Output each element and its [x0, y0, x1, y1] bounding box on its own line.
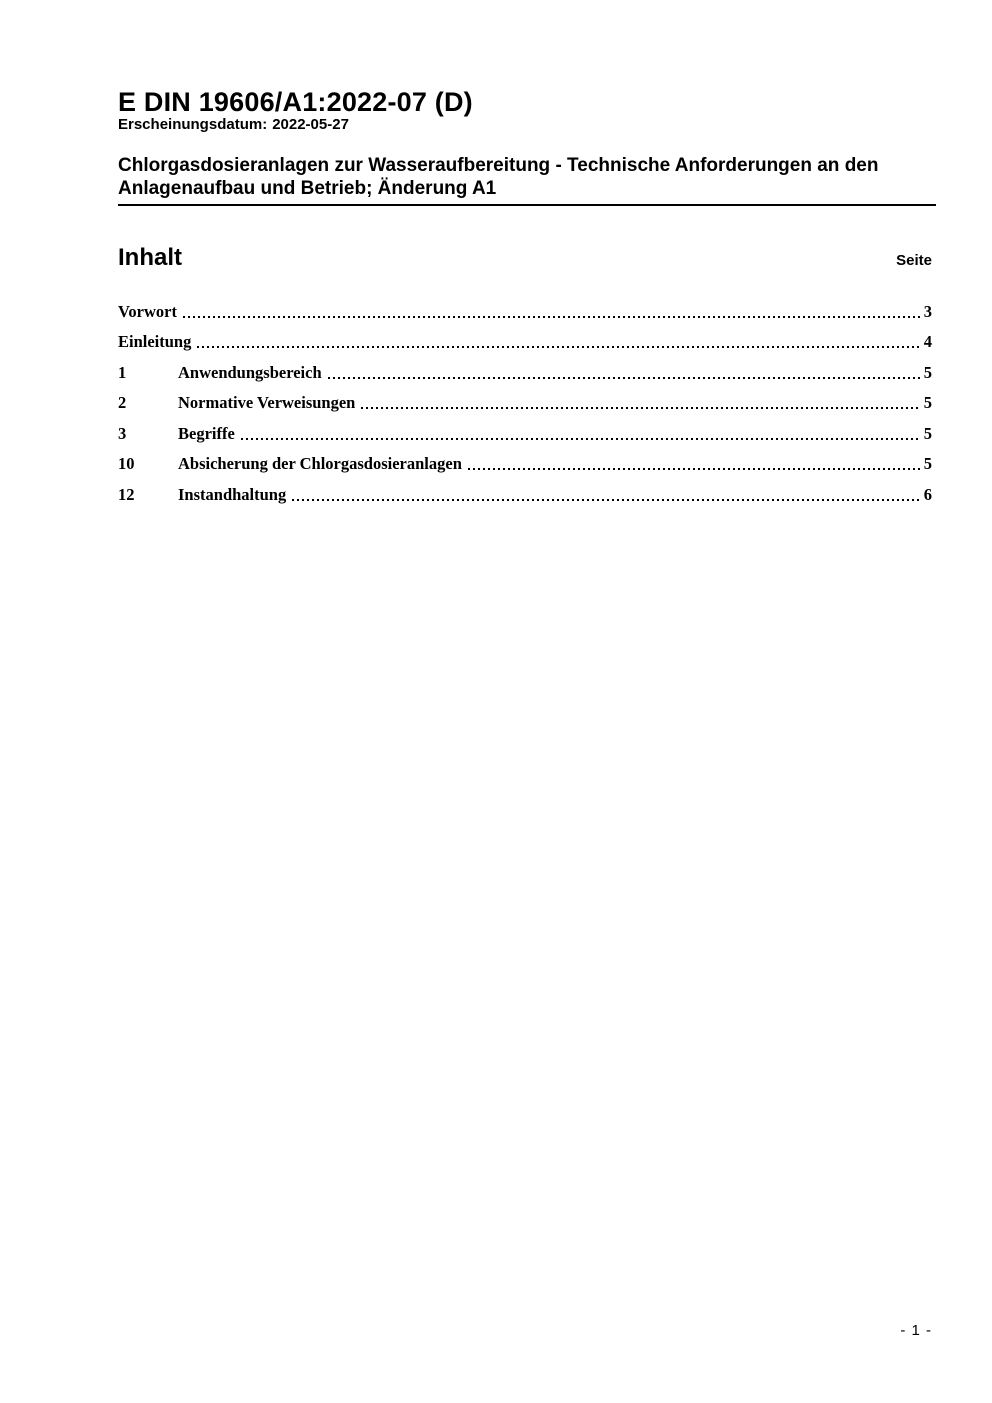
- dot-leader: [197, 346, 920, 348]
- toc-entry-label: Normative Verweisungen: [178, 393, 356, 413]
- dot-leader: [183, 316, 920, 318]
- publication-date-label: Erscheinungsdatum:: [118, 116, 268, 133]
- toc-entry-instandhaltung: [118, 474, 932, 505]
- toc-entry-page: 5: [923, 393, 932, 413]
- toc-entry-page: 5: [923, 362, 932, 382]
- toc-entry-number: 12: [118, 484, 135, 504]
- toc-entry-page: 6: [923, 484, 932, 504]
- toc-entry-anwendungsbereich: [118, 352, 932, 383]
- toc-entry-absicherung: [118, 444, 932, 475]
- dot-leader: [328, 377, 920, 379]
- toc-entry-begriffe: [118, 413, 932, 444]
- toc-entry-page: 5: [923, 454, 932, 474]
- toc-entry-label: Vorwort: [118, 301, 177, 321]
- toc-entry-label: Instandhaltung: [178, 484, 287, 504]
- page-column-label: Seite: [896, 252, 932, 269]
- toc-entry-page: 4: [923, 332, 932, 352]
- toc-entry-page: 5: [923, 423, 932, 443]
- publication-date-value: 2022-05-27: [272, 116, 349, 133]
- toc-entry-vorwort: [118, 291, 932, 322]
- toc-entry-number: 10: [118, 454, 135, 474]
- dot-leader: [241, 438, 920, 440]
- toc-entry-label: Begriffe: [178, 423, 235, 443]
- toc-entry-number: 1: [118, 362, 127, 382]
- toc-heading: Inhalt: [118, 244, 182, 271]
- dot-leader: [468, 468, 920, 470]
- toc-entry-number: 2: [118, 393, 127, 413]
- footer-page-number: - 1 -: [900, 1322, 932, 1339]
- toc-entry-label: Absicherung der Chlorgasdosieranlagen: [178, 454, 462, 474]
- toc-header: [118, 246, 932, 270]
- toc-entry-label: Einleitung: [118, 332, 192, 352]
- toc-entry-label: Anwendungsbereich: [178, 362, 322, 382]
- toc-entry-normative-verweisungen: [118, 383, 932, 414]
- dot-leader: [361, 407, 920, 409]
- dot-leader: [292, 499, 920, 501]
- standard-id-title: E DIN 19606/A1:2022-07 (D): [118, 87, 473, 117]
- toc-entry-number: 3: [118, 423, 127, 443]
- document-title: Chlorgasdosieranlagen zur Wasseraufbereitung - Technische Anforderungen an den Anlagenaufbau und Betrieb; Änderung A1: [118, 154, 936, 206]
- table-of-contents: [118, 291, 932, 505]
- toc-entry-page: 3: [923, 301, 932, 321]
- toc-entry-einleitung: [118, 322, 932, 353]
- publication-date: [118, 117, 349, 132]
